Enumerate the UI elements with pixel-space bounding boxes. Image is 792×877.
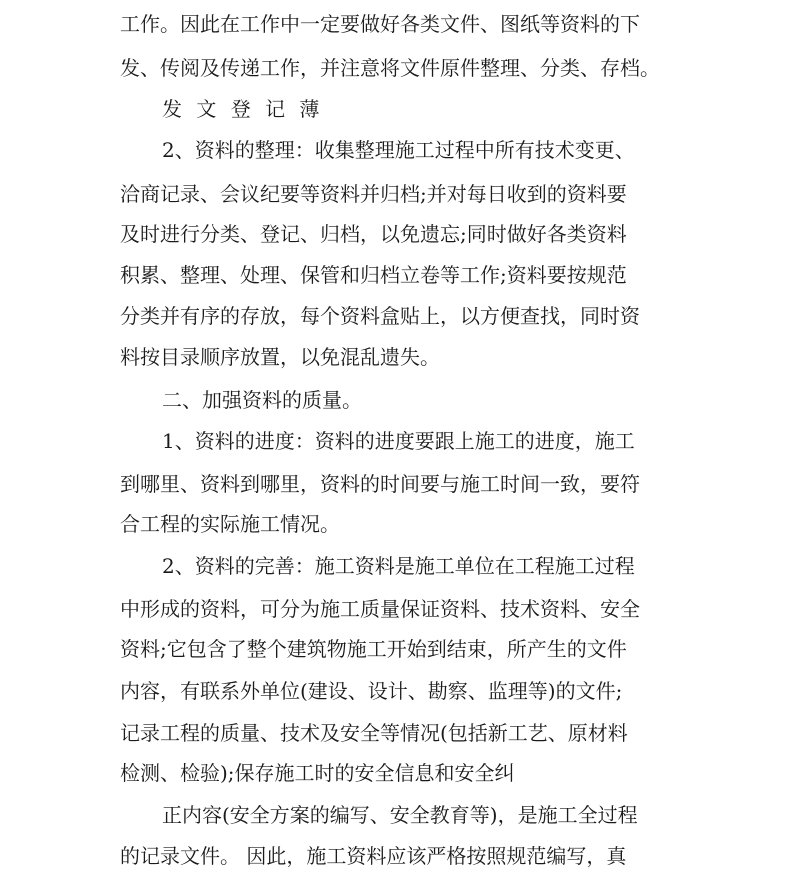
text-line: 1、资料的进度：资料的进度要跟上施工的进度，施工	[162, 429, 635, 453]
text-line: 记录工程的质量、技术及安全等情况(包括新工艺、原材料	[120, 721, 628, 745]
text-line: 工作。因此在工作中一定要做好各类文件、图纸等资料的下	[120, 12, 640, 36]
section-heading: 发 文 登 记 薄	[162, 97, 324, 121]
text-line: 内容，有联系外单位(建设、设计、勘察、监理等)的文件;	[120, 679, 623, 703]
text-line: 料按目录顺序放置，以免混乱遗失。	[120, 345, 440, 369]
text-line: 发、传阅及传递工作，并注意将文件原件整理、分类、存档。	[120, 56, 660, 80]
text-line: 正内容(安全方案的编写、安全教育等)，是施工全过程	[162, 803, 638, 827]
section-heading: 二、加强资料的质量。	[162, 388, 362, 412]
text-line: 2、资料的完善：施工资料是施工单位在工程施工过程	[162, 554, 635, 578]
text-line: 2、资料的整理：收集整理施工过程中所有技术变更、	[162, 138, 635, 162]
text-line: 合工程的实际施工情况。	[120, 512, 340, 536]
text-line: 及时进行分类、登记、归档，以免遗忘;同时做好各类资料	[120, 222, 627, 246]
text-line: 积累、整理、处理、保管和归档立卷等工作;资料要按规范	[120, 263, 627, 287]
text-line: 资料;它包含了整个建筑物施工开始到结束，所产生的文件	[120, 637, 627, 661]
text-line: 的记录文件。 因此，施工资料应该严格按照规范编写，真	[120, 844, 627, 868]
text-line: 洽商记录、会议纪要等资料并归档;并对每日收到的资料要	[120, 182, 627, 206]
text-line: 中形成的资料，可分为施工质量保证资料、技术资料、安全	[120, 597, 640, 621]
text-line: 检测、检验);保存施工时的安全信息和安全纠	[120, 761, 515, 785]
text-line: 分类并有序的存放，每个资料盒贴上，以方便查找，同时资	[120, 304, 640, 328]
text-line: 到哪里、资料到哪里，资料的时间要与施工时间一致，要符	[120, 472, 640, 496]
